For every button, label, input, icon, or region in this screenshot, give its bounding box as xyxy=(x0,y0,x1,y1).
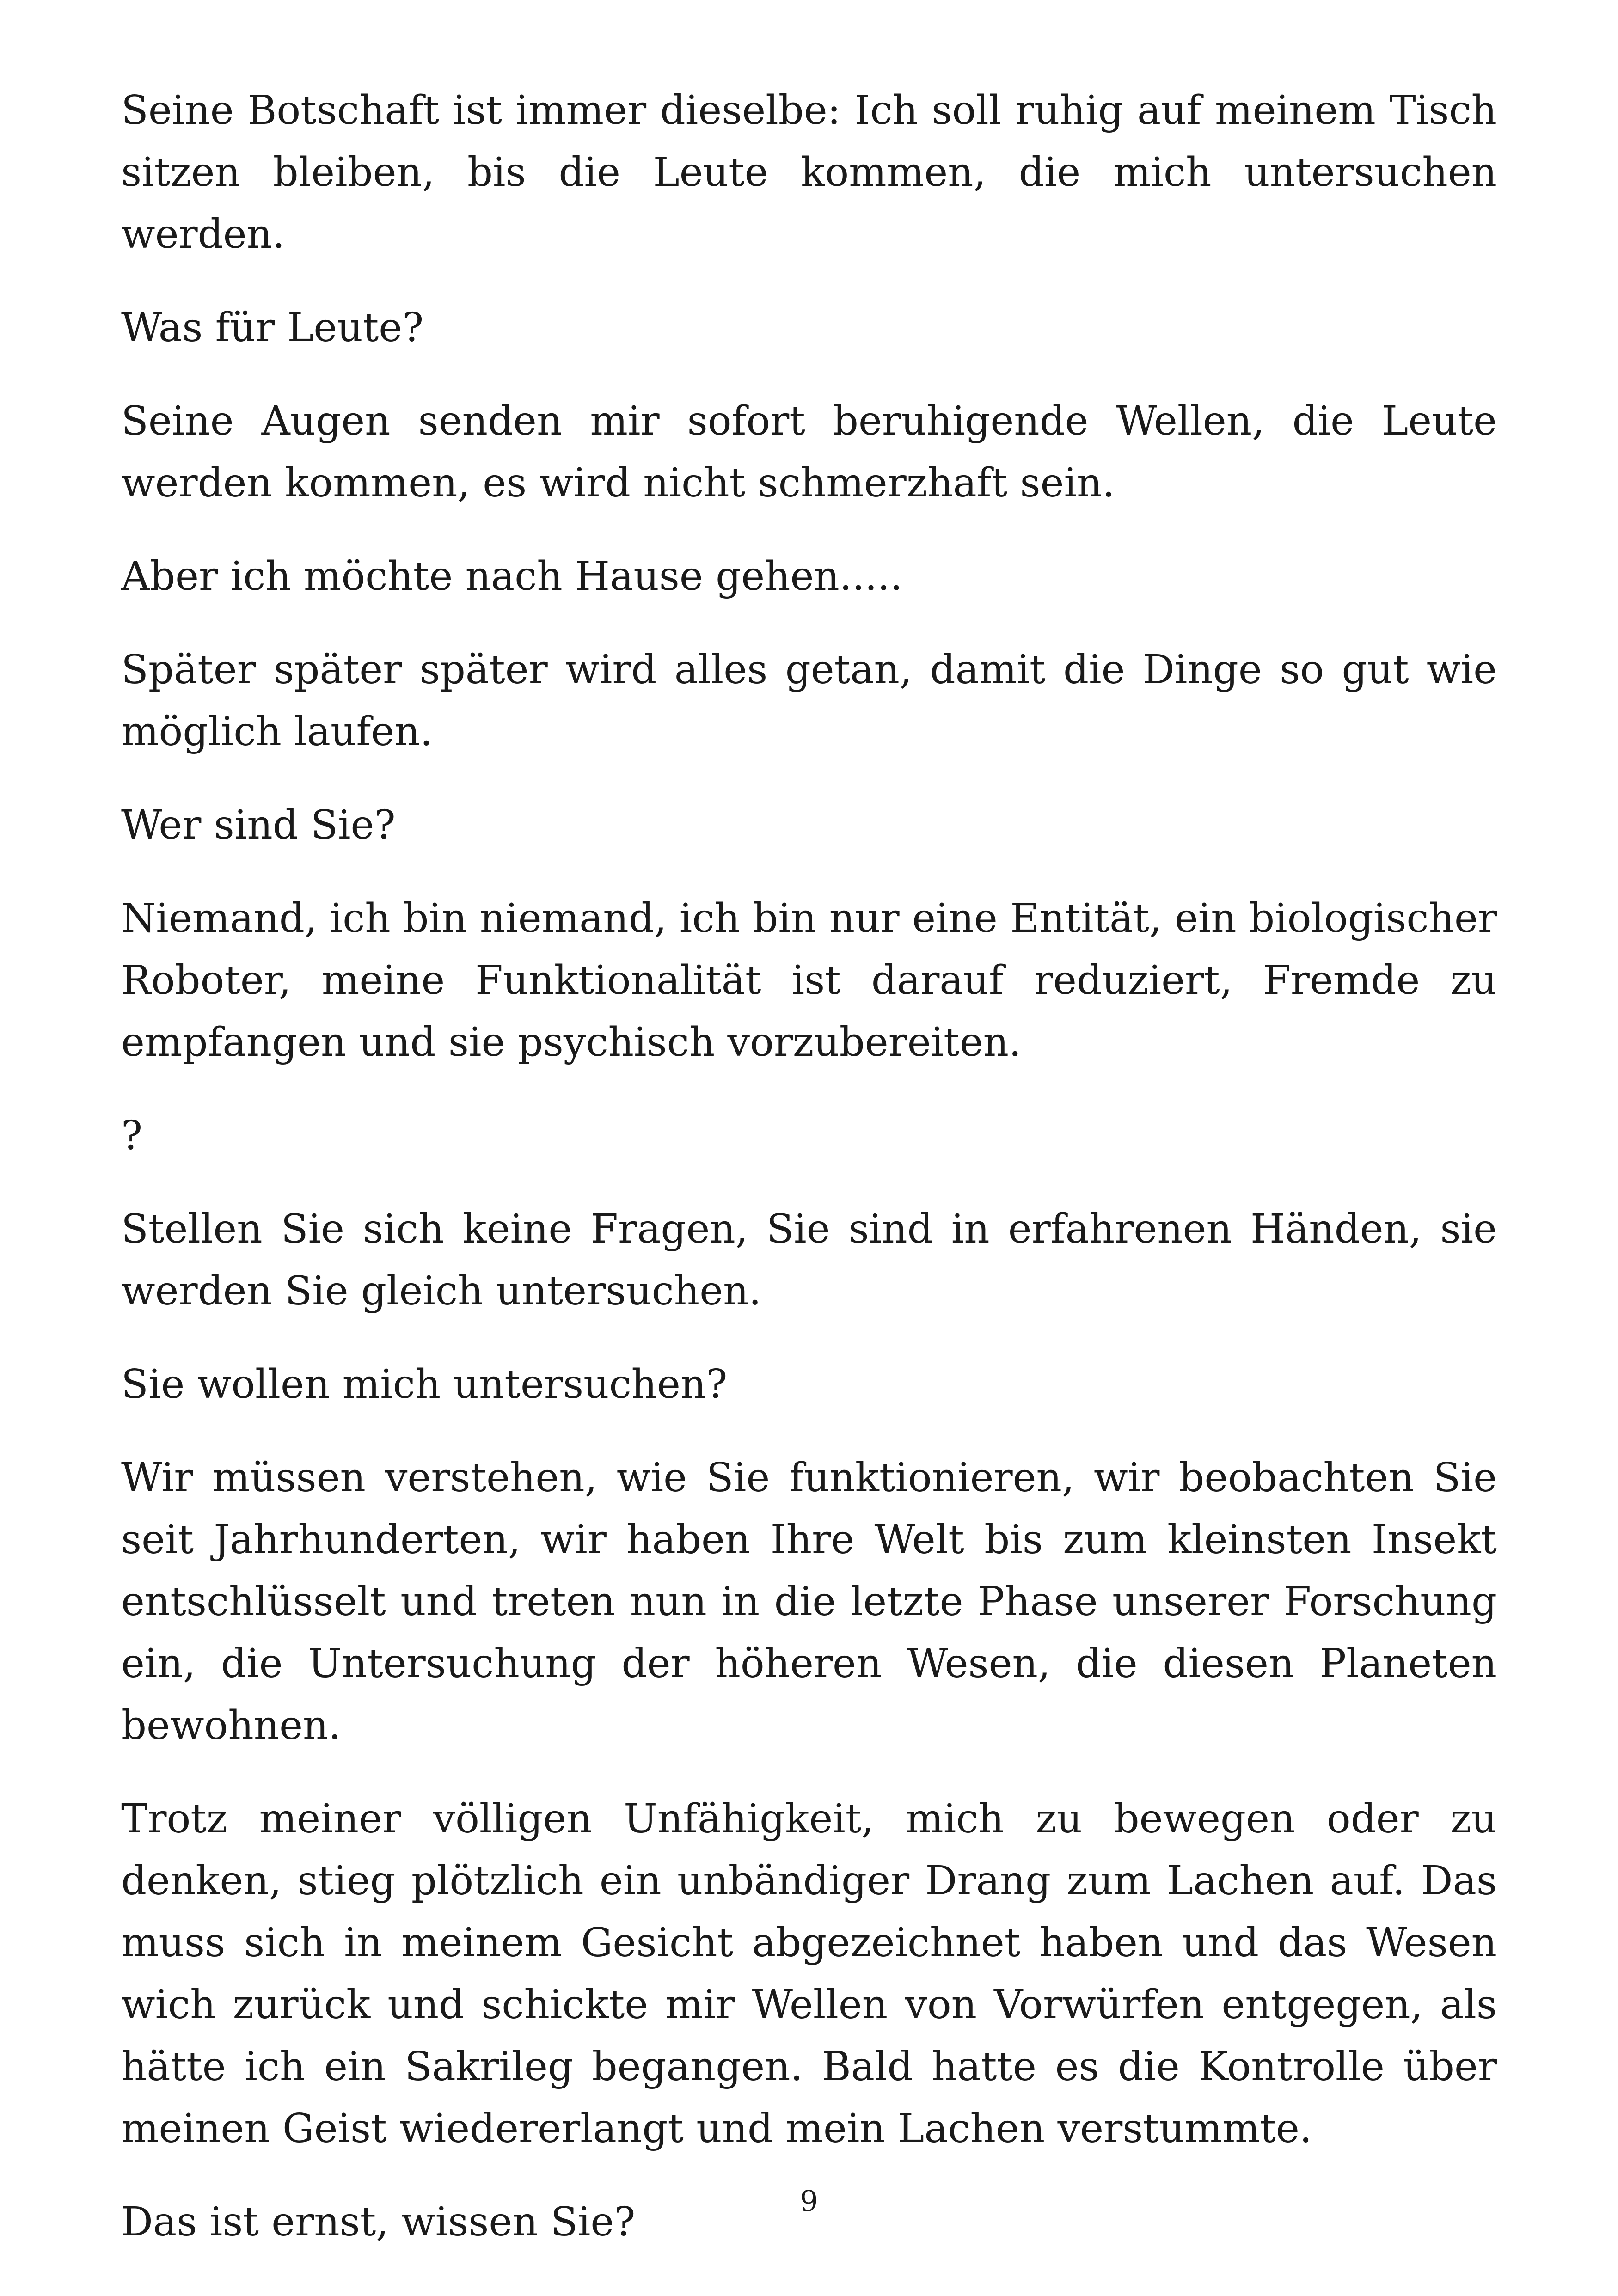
paragraph-research: Wir müssen verstehen, wie Sie funktionieren, wir beobachten Sie seit Jahrhunderten, wir haben Ihre Welt bis zum kleinsten Insekt entschlüsselt und treten nun in die letzte Phase unserer Forschung ein, die Untersuchung der höheren Wesen, die diesen Planeten bewohnen. xyxy=(121,1455,1497,1749)
paragraph-examine-me: Sie wollen mich untersuchen? xyxy=(121,1361,728,1408)
paragraph-serious: Das ist ernst, wissen Sie? xyxy=(121,2199,636,2245)
paragraph-question-people: Was für Leute? xyxy=(121,305,424,351)
paragraph-calming-waves: Seine Augen senden mir sofort beruhigende Wellen, die Leute werden kommen, es wird nicht schmerzhaft sein. xyxy=(121,398,1497,506)
paragraph-nobody: Niemand, ich bin niemand, ich bin nur eine Entität, ein biologischer Roboter, meine Funktionalität ist darauf reduziert, Fremde zu empfangen und sie psychisch vorzubereiten. xyxy=(121,895,1497,1065)
paragraph-who-are-you: Wer sind Sie? xyxy=(121,802,396,848)
paragraph-question-mark: ? xyxy=(121,1113,143,1159)
paragraph-later: Später später später wird alles getan, damit die Dinge so gut wie möglich laufen. xyxy=(121,647,1497,755)
page-number: 9 xyxy=(800,2184,818,2218)
paragraph-no-questions: Stellen Sie sich keine Fragen, Sie sind in erfahrenen Händen, sie werden Sie gleich untersuchen. xyxy=(121,1206,1497,1314)
paragraph-message: Seine Botschaft ist immer dieselbe: Ich soll ruhig auf meinem Tisch sitzen bleiben, bis die Leute kommen, die mich untersuchen werden. xyxy=(121,87,1497,257)
page-body xyxy=(121,80,1497,2253)
paragraph-laughter: Trotz meiner völligen Unfähigkeit, mich zu bewegen oder zu denken, stieg plötzlich ein unbändiger Drang zum Lachen auf. Das muss sich in meinem Gesicht abgezeichnet haben und das Wesen wich zurück und schickte mir Wellen von Vorwürfen entgegen, als hätte ich ein Sakrileg begangen. Bald hatte es die Kontrolle über meinen Geist wiedererlangt und mein Lachen verstummte. xyxy=(121,1796,1497,2152)
paragraph-go-home: Aber ich möchte nach Hause gehen..... xyxy=(121,553,903,600)
